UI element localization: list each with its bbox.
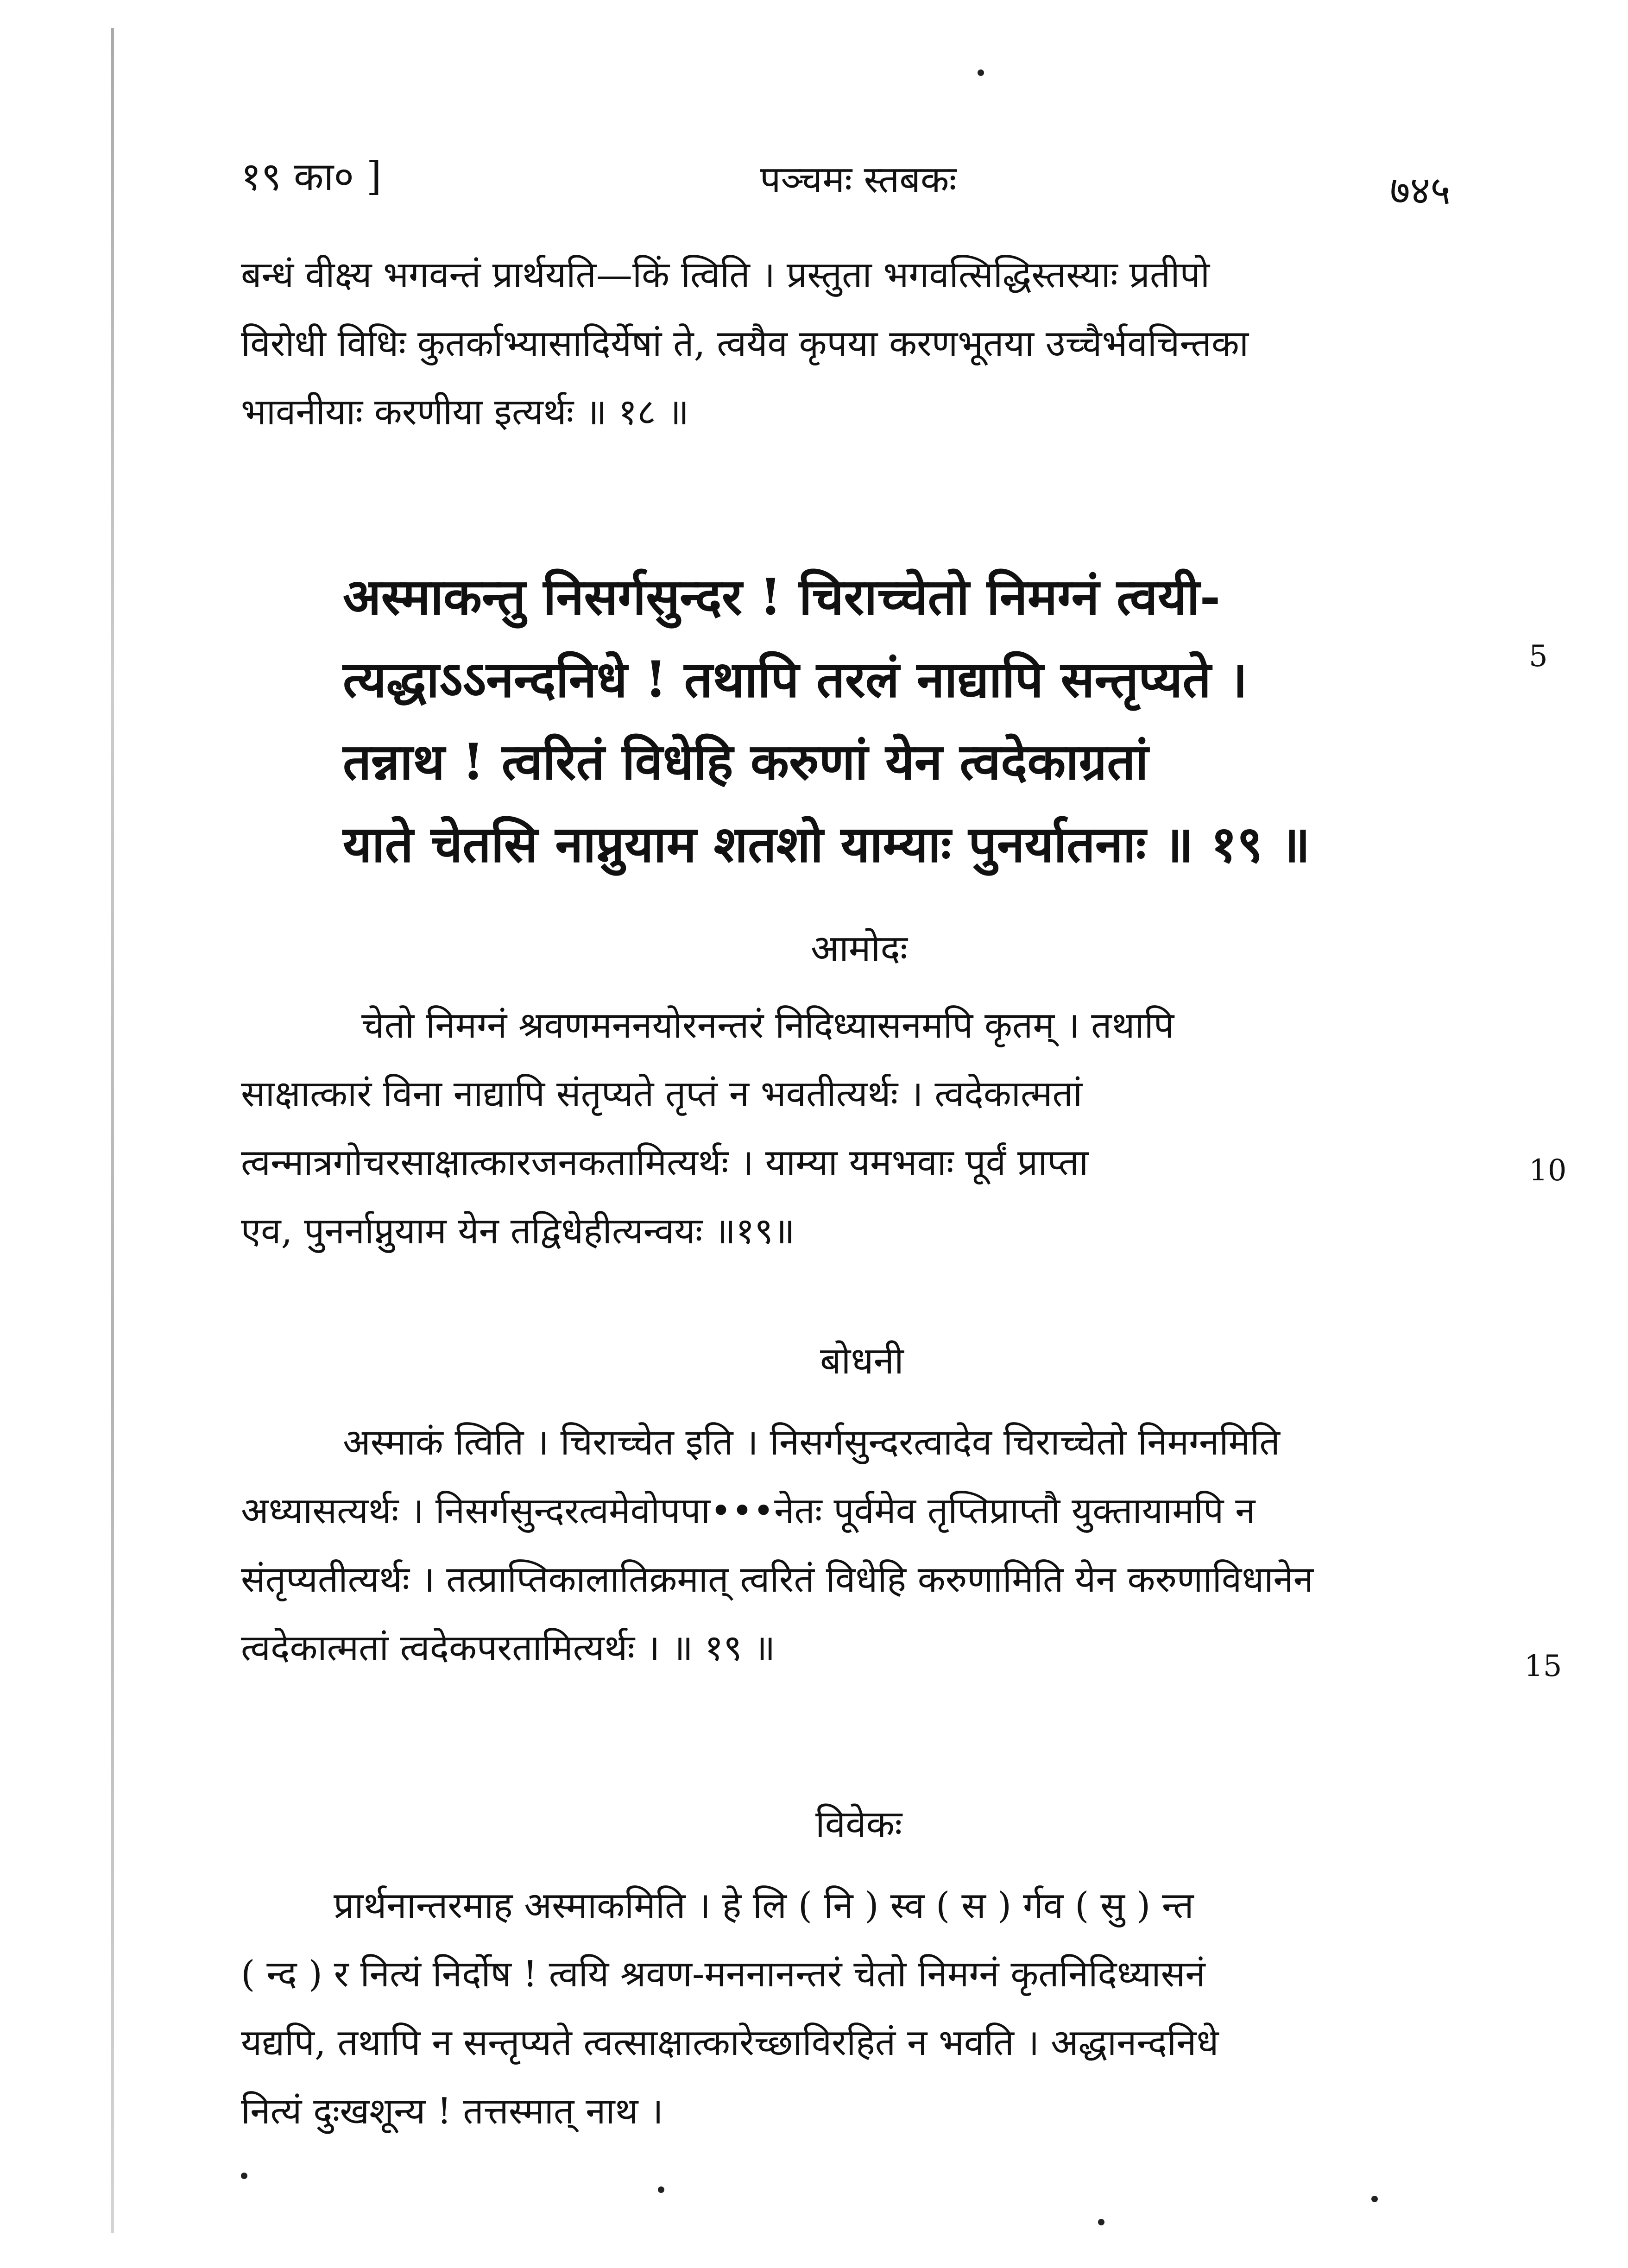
bodhani-line: अध्यासत्यर्थः । निसर्गसुन्दरत्वमेवोपपा•••नेतः पूर्वमेव तृप्तिप्राप्तौ युक्तायामपि न [241,1490,1256,1532]
viveka-commentary [241,1871,1501,2146]
bodhani-line: अस्माकं त्विति । चिराच्चेत इति । निसर्गसुन्दरत्वादेव चिराच्चेतो निमग्नमिति [343,1422,1280,1463]
verse-line: त्यद्धाऽऽनन्दनिधे ! तथापि तरलं नाद्यापि सन्तृप्यते । [343,650,1248,709]
scan-speck [658,2186,664,2193]
verse-line: तन्नाथ ! त्वरितं विधेहि करुणां येन त्वदेकाग्रतां [343,733,1148,791]
viveka-line: ( न्द ) र नित्यं निर्दोष ! त्वयि श्रवण-मननानन्तरं चेतो निमग्नं कृतनिदिध्यासनं [241,1953,1205,1995]
bodhani-line: संतृप्यतीत्यर्थः । तत्प्राप्तिकालातिक्रमात् त्वरितं विधेहि करुणामिति येन करुणाविधानेन [241,1559,1313,1600]
header-center: पञ्चमः स्तबकः [760,158,957,201]
verse-line: याते चेतसि नाप्नुयाम शतशो याम्याः पुनर्यातनाः ॥ १९ ॥ [343,815,1311,874]
verse-line: अस्माकन्तु निसर्गसुन्दर ! चिराच्चेतो निमग्नं त्वयी- [343,568,1221,626]
amoda-heading: आमोदः [811,927,908,970]
scan-speck [1098,2219,1104,2225]
page-binding-edge [111,28,114,2233]
amoda-line: चेतो निमग्नं श्रवणमननयोरनन्तरं निदिध्यासनमपि कृतम् । तथापि [361,1005,1174,1046]
amoda-commentary [241,991,1501,1266]
line-number-15: 15 [1524,1649,1562,1683]
amoda-line: एव, पुनर्नाप्नुयाम येन तद्विधेहीत्यन्वयः ॥१९॥ [241,1210,795,1252]
verse-block [343,556,1547,886]
scan-speck [978,69,984,76]
amoda-line: साक्षात्कारं विना नाद्यापि संतृप्यते तृप्तं न भवतीत्यर्थः । त्वदेकात्मतां [241,1073,1083,1115]
line-number-5: 5 [1529,639,1548,674]
intro-line: विरोधी विधिः कुतर्काभ्यासादिर्येषां ते, त्वयैव कृपया करणभूतया उच्चैर्भवचिन्तका [241,323,1249,365]
intro-commentary [241,241,1501,447]
viveka-line: नित्यं दुःखशून्य ! तत्तस्मात् नाथ । [241,2091,663,2132]
bodhani-commentary [241,1408,1501,1682]
viveka-line: यद्यपि, तथापि न सन्तृप्यते त्वत्साक्षात्कारेच्छाविरहितं न भवति । अद्धानन्दनिधे [241,2022,1219,2064]
viveka-line: प्रार्थनान्तरमाह अस्माकमिति । हे लि ( नि ) स्व ( स ) र्गव ( सु ) न्त [334,1885,1194,1927]
bodhani-heading: बोधनी [820,1339,904,1382]
bodhani-line: त्वदेकात्मतां त्वदेकपरतामित्यर्थः । ॥ १९ ॥ [241,1627,776,1669]
scan-speck [241,2173,247,2179]
viveka-heading: विवेकः [815,1802,902,1846]
line-number-10: 10 [1529,1153,1567,1188]
intro-line: भावनीयाः करणीया इत्यर्थः ॥ १८ ॥ [241,391,689,433]
scan-speck [1371,2196,1378,2202]
intro-line: बन्धं वीक्ष्य भगवन्तं प्रार्थयति—किं त्विति । प्रस्तुता भगवत्सिद्धिस्तस्याः प्रतीपो [241,254,1210,296]
amoda-line: त्वन्मात्रगोचरसाक्षात्कारजनकतामित्यर्थः । याम्या यमभवाः पूर्वं प्राप्ता [241,1142,1089,1184]
page-number: ७४५ [1390,168,1451,213]
header-left: १९ का० ] [241,154,382,199]
